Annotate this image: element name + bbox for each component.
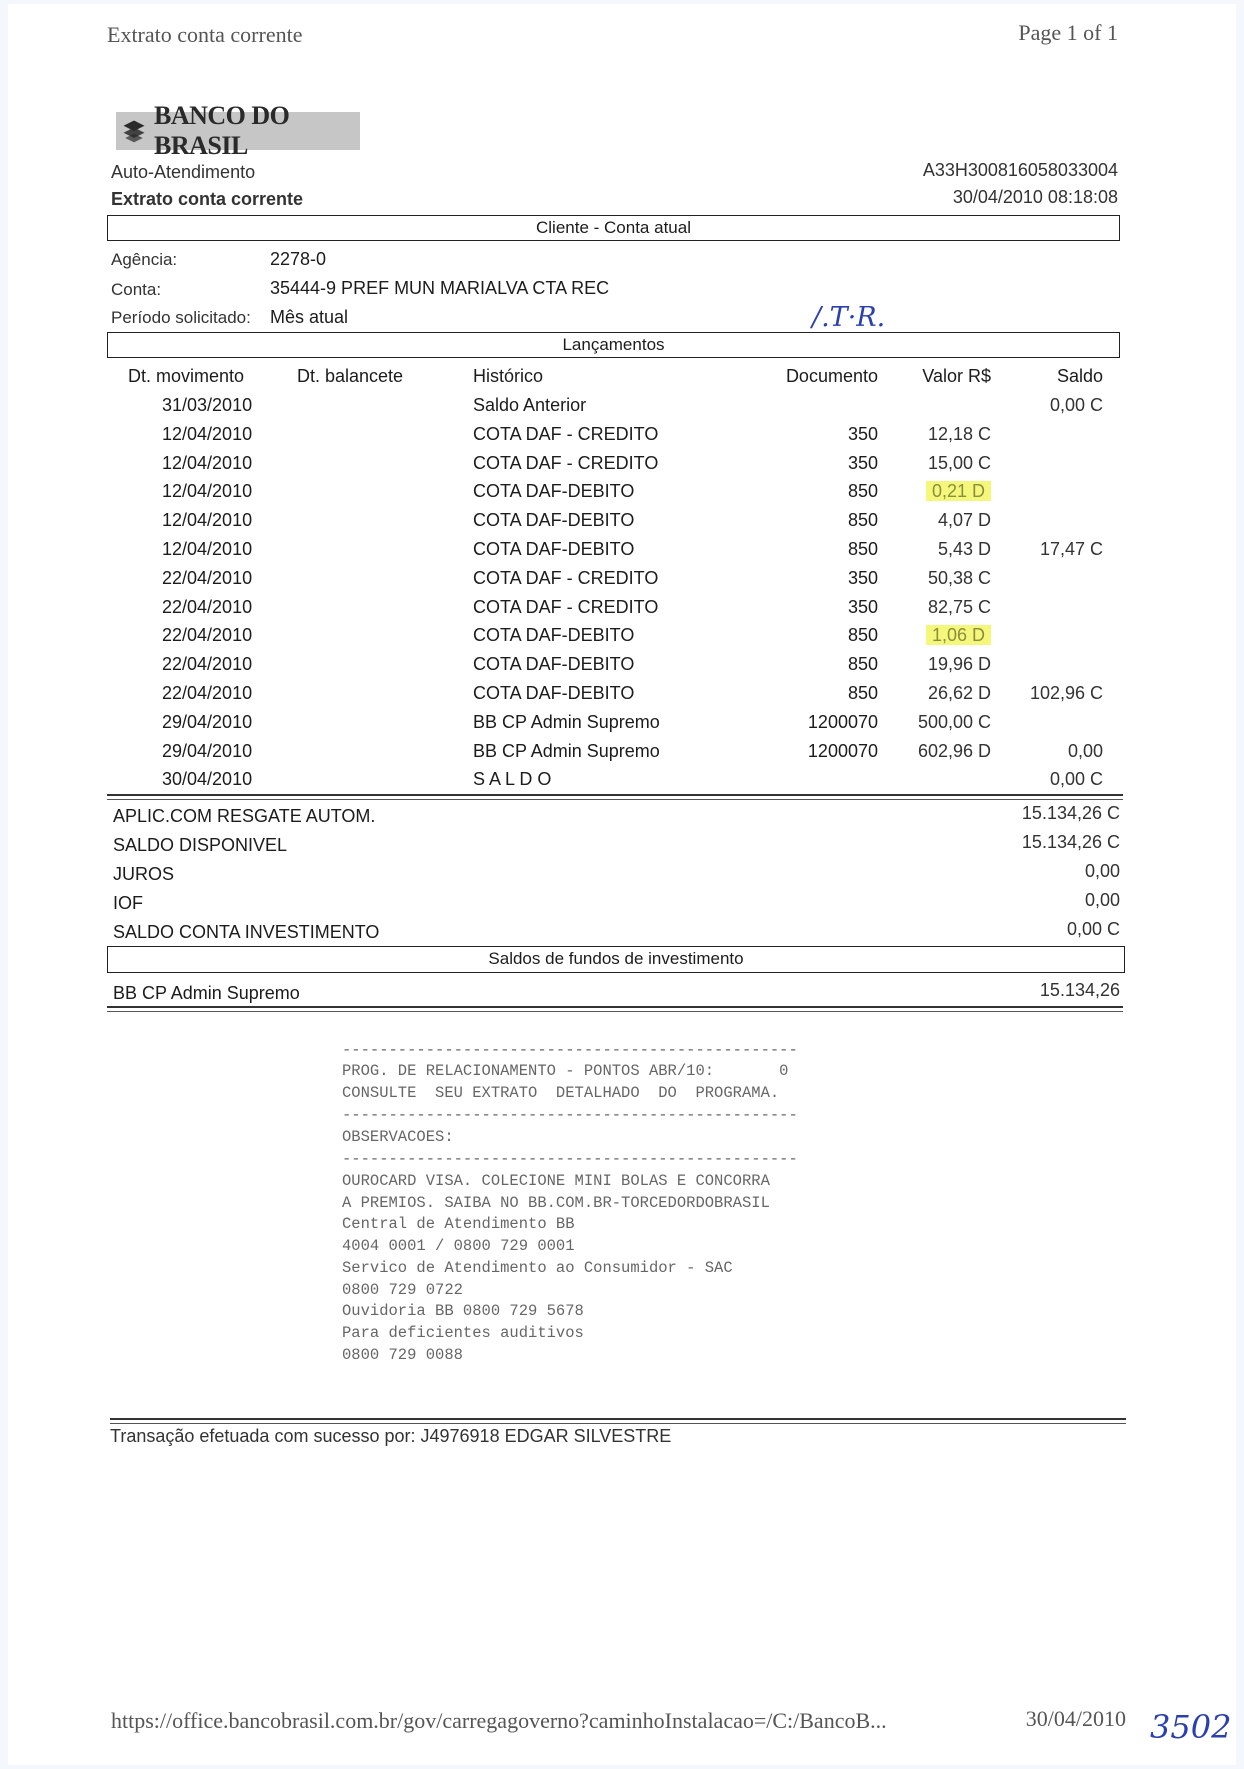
- funds-section-title: Saldos de fundos de investimento: [488, 949, 744, 968]
- cell-valor: 5,43 D: [937, 539, 991, 559]
- cell-valor: 26,62 D: [927, 683, 991, 703]
- cell-valor: 50,38 C: [927, 567, 991, 588]
- client-section-title: Cliente - Conta atual: [536, 218, 691, 237]
- notes-line: 0800 729 0722: [342, 1280, 463, 1299]
- highlighted-value: 1,06 D: [926, 625, 991, 645]
- cell-documento: 1200070: [807, 711, 878, 732]
- cell-valor: 4,07 D: [937, 510, 991, 531]
- notes-line: Para deficientes auditivos: [342, 1323, 584, 1342]
- handwritten-initials: /.T·R.: [812, 302, 886, 333]
- summary-value: 15.134,26 C: [1021, 803, 1120, 823]
- notes-program-line: PROG. DE RELACIONAMENTO - PONTOS ABR/10: 0: [342, 1062, 789, 1080]
- col-header-saldo: Saldo: [1056, 366, 1103, 386]
- cell-dt-movimento: 22/04/2010: [162, 625, 253, 646]
- cell-documento: 850: [847, 654, 878, 675]
- cell-dt-movimento: 22/04/2010: [162, 567, 253, 588]
- summary-value: 0,00: [1084, 890, 1120, 910]
- funds-section-header: [107, 946, 1125, 973]
- table-bottom-rule-2: [107, 799, 1123, 800]
- notes-line: Ouvidoria BB 0800 729 5678: [342, 1302, 584, 1321]
- browser-header-page: Page 1 of 1: [1018, 20, 1118, 45]
- cell-valor: 15,00 C: [927, 452, 991, 473]
- notes-dash-3: -------------------------------------------------: [342, 1150, 798, 1168]
- paper-sheet: [8, 4, 1236, 1765]
- table-bottom-rule: [107, 794, 1123, 796]
- cell-historico: COTA DAF-DEBITO: [473, 481, 635, 502]
- cell-historico: COTA DAF - CREDITO: [473, 567, 659, 588]
- fund-value: 15.134,26: [1039, 980, 1120, 1000]
- handwritten-page-number: 3502: [1150, 1708, 1232, 1746]
- bb-logo-icon: [120, 115, 148, 147]
- cell-valor: 602,96 D: [917, 740, 991, 761]
- cell-documento: 350: [847, 567, 878, 588]
- table-row: [0, 539, 1244, 568]
- cell-valor: 82,75 C: [927, 596, 991, 617]
- cell-dt-movimento: 12/04/2010: [162, 510, 253, 531]
- summary-label: SALDO DISPONIVEL: [113, 835, 288, 855]
- cell-dt-movimento: 12/04/2010: [162, 423, 253, 444]
- table-row: [0, 625, 1244, 654]
- footer-rule-2: [110, 1423, 1126, 1424]
- cell-documento: 850: [847, 539, 878, 559]
- agencia-label: Agência:: [111, 250, 178, 269]
- cell-dt-movimento: 12/04/2010: [162, 452, 253, 473]
- cell-dt-movimento: 31/03/2010: [162, 395, 253, 415]
- cell-documento: 350: [847, 423, 878, 444]
- browser-header-title: Extrato conta corrente: [107, 22, 303, 47]
- table-row: [0, 395, 1244, 424]
- summary-label: IOF: [113, 893, 143, 913]
- statement-title: Extrato conta corrente: [111, 189, 304, 209]
- cell-valor: 12,18 C: [927, 423, 991, 444]
- periodo-value: Mês atual: [270, 307, 349, 327]
- notes-line: 4004 0001 / 0800 729 0001: [342, 1237, 575, 1256]
- cell-saldo: 0,00 C: [1049, 395, 1103, 415]
- cell-valor: 500,00 C: [917, 711, 991, 732]
- cell-historico: COTA DAF - CREDITO: [473, 423, 659, 444]
- conta-value: 35444-9 PREF MUN MARIALVA CTA REC: [270, 278, 610, 298]
- statement-datetime: 30/04/2010 08:18:08: [952, 187, 1118, 207]
- notes-line: A PREMIOS. SAIBA NO BB.COM.BR-TORCEDORDOBRASIL: [342, 1193, 770, 1212]
- col-header-valor: Valor R$: [922, 366, 991, 386]
- funds-rule-2: [107, 1011, 1123, 1012]
- periodo-label: Período solicitado:: [111, 308, 251, 327]
- cell-historico: COTA DAF-DEBITO: [473, 510, 635, 531]
- table-row: [0, 510, 1244, 539]
- notes-line: Servico de Atendimento ao Consumidor - SAC: [342, 1258, 733, 1277]
- bank-logo: [116, 101, 360, 160]
- table-row: [0, 741, 1244, 770]
- cell-dt-movimento: 29/04/2010: [162, 711, 253, 732]
- cell-saldo: 0,00 C: [1049, 769, 1103, 790]
- launches-section-title: Lançamentos: [562, 335, 665, 354]
- cell-historico: COTA DAF - CREDITO: [473, 452, 659, 473]
- cell-saldo: 17,47 C: [1039, 539, 1103, 559]
- cell-documento: 1200070: [807, 740, 878, 761]
- cell-dt-movimento: 12/04/2010: [162, 481, 253, 502]
- cell-dt-movimento: 29/04/2010: [162, 740, 253, 761]
- notes-consult-line: CONSULTE SEU EXTRATO DETALHADO DO PROGRAMA.: [342, 1084, 780, 1102]
- summary-value: 0,00 C: [1066, 919, 1120, 939]
- cell-documento: 850: [847, 481, 878, 502]
- cell-valor: 19,96 D: [927, 654, 991, 675]
- summary-value: 15.134,26 C: [1021, 832, 1120, 852]
- cell-historico: COTA DAF-DEBITO: [473, 683, 635, 703]
- table-row: [0, 568, 1244, 597]
- cell-historico: Saldo Anterior: [473, 395, 587, 415]
- cell-dt-movimento: 22/04/2010: [162, 596, 253, 617]
- cell-dt-movimento: 30/04/2010: [162, 769, 253, 790]
- agencia-value: 2278-0: [270, 249, 327, 269]
- cell-valor: [926, 625, 991, 646]
- table-row: [0, 683, 1244, 712]
- col-header-documento: Documento: [785, 366, 878, 386]
- notes-dash-2: -------------------------------------------------: [342, 1106, 798, 1124]
- table-row: [0, 453, 1244, 482]
- summary-label: JUROS: [113, 864, 175, 884]
- cell-valor: [926, 481, 991, 502]
- fund-name: BB CP Admin Supremo: [113, 983, 300, 1003]
- notes-obs-label: OBSERVACOES:: [342, 1128, 454, 1146]
- highlighted-value: 0,21 D: [926, 481, 991, 501]
- transaction-footer: Transação efetuada com sucesso por: J4976918 EDGAR SILVESTRE: [110, 1426, 672, 1446]
- launches-section-header: [107, 332, 1120, 358]
- cell-historico: COTA DAF-DEBITO: [473, 625, 635, 646]
- col-header-dt-movimento: Dt. movimento: [128, 366, 245, 386]
- summary-label: SALDO CONTA INVESTIMENTO: [113, 922, 380, 942]
- summary-label: APLIC.COM RESGATE AUTOM.: [113, 806, 376, 826]
- browser-footer-date: 30/04/2010: [1025, 1706, 1126, 1731]
- notes-line: Central de Atendimento BB: [342, 1215, 575, 1234]
- table-row: [0, 481, 1244, 510]
- table-row: [0, 654, 1244, 683]
- cell-documento: 850: [847, 625, 878, 646]
- cell-historico: BB CP Admin Supremo: [473, 711, 660, 732]
- browser-footer-url: https://office.bancobrasil.com.br/gov/carregagoverno?caminhoInstalacao=/C:/BancoB...: [111, 1708, 887, 1733]
- col-header-historico: Histórico: [473, 366, 544, 386]
- conta-label: Conta:: [111, 280, 162, 299]
- cell-historico: COTA DAF-DEBITO: [473, 539, 635, 559]
- cell-dt-movimento: 12/04/2010: [162, 539, 253, 559]
- table-row: [0, 712, 1244, 741]
- summary-value: 0,00: [1084, 861, 1120, 881]
- cell-dt-movimento: 22/04/2010: [162, 683, 253, 703]
- table-row: [0, 597, 1244, 626]
- client-section-header: [107, 215, 1120, 241]
- auth-code: A33H300816058033004: [922, 160, 1118, 180]
- cell-saldo: 0,00: [1067, 740, 1103, 761]
- cell-saldo: 102,96 C: [1029, 683, 1103, 703]
- cell-historico: COTA DAF - CREDITO: [473, 596, 659, 617]
- cell-documento: 850: [847, 683, 878, 703]
- cell-historico: COTA DAF-DEBITO: [473, 654, 635, 675]
- notes-line: 0800 729 0088: [342, 1345, 463, 1364]
- notes-dash-1: -------------------------------------------------: [342, 1041, 798, 1059]
- cell-documento: 850: [847, 510, 878, 531]
- notes-line: OUROCARD VISA. COLECIONE MINI BOLAS E CONCORRA: [342, 1172, 770, 1190]
- funds-rule: [107, 1006, 1123, 1008]
- cell-documento: 350: [847, 596, 878, 617]
- table-row: [0, 424, 1244, 453]
- cell-historico: S A L D O: [473, 769, 552, 790]
- cell-dt-movimento: 22/04/2010: [162, 654, 253, 675]
- logo-text: BANCO DO BRASIL: [154, 101, 290, 160]
- cell-historico: BB CP Admin Supremo: [473, 740, 660, 761]
- col-header-dt-balancete: Dt. balancete: [297, 366, 404, 386]
- footer-rule: [110, 1418, 1126, 1420]
- auto-atendimento-label: Auto-Atendimento: [111, 162, 256, 182]
- cell-documento: 350: [847, 452, 878, 473]
